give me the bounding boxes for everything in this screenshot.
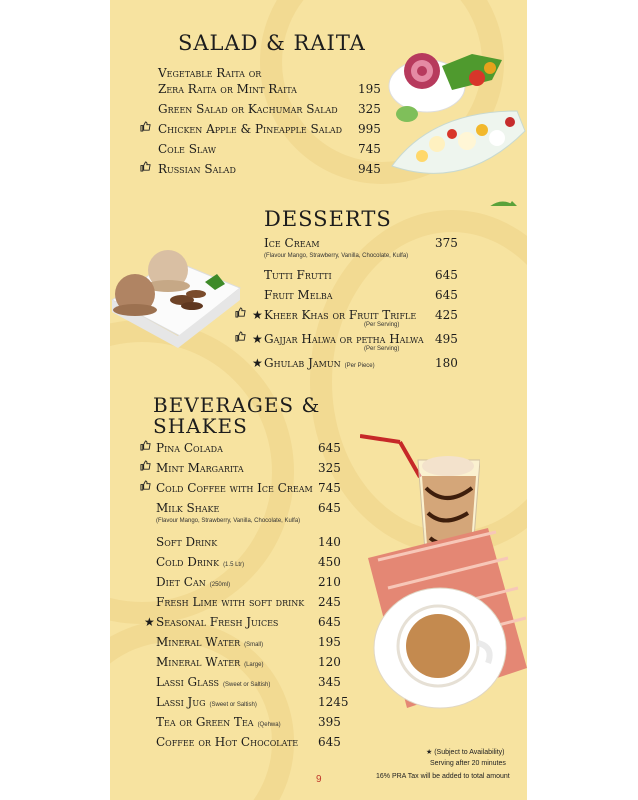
menu-item — [156, 555, 356, 569]
menu-item — [158, 102, 381, 116]
menu-item — [252, 332, 458, 346]
menu-item — [264, 268, 458, 282]
item-name: Cold Coffee with Ice Cream — [156, 481, 313, 495]
item-name: Russian Salad — [158, 162, 236, 176]
item-name: Fresh Lime with soft drink — [156, 595, 305, 609]
thumbs-up-icon — [140, 161, 151, 175]
item-name: Seasonal Fresh Juices — [156, 615, 279, 629]
section-title-beverages: BEVERAGES & — [153, 393, 321, 417]
item-subtext: (Per Serving) — [364, 322, 400, 328]
item-price: 195 — [358, 82, 381, 96]
item-name: Coffee or Hot Chocolate — [156, 735, 299, 749]
item-price: 450 — [318, 555, 341, 569]
menu-item — [156, 461, 356, 475]
star-icon: ★ — [144, 615, 155, 629]
item-name: Green Salad or Kachumar Salad — [158, 102, 338, 116]
item-note: (250ml) — [209, 582, 231, 588]
item-name: Tea or Green Tea — [156, 715, 254, 729]
item-name: Lassi Glass — [156, 675, 220, 689]
item-name: Ice Cream — [264, 236, 320, 250]
menu-item — [156, 595, 356, 609]
menu-item — [158, 82, 381, 96]
item-price: 195 — [318, 635, 341, 649]
item-price: 395 — [318, 715, 341, 729]
item-price: 745 — [318, 481, 341, 495]
star-icon: ★ — [252, 308, 263, 322]
item-price: 375 — [435, 236, 458, 250]
menu-item — [264, 288, 458, 302]
item-price: 645 — [318, 615, 341, 629]
menu-item — [156, 501, 356, 515]
menu-item — [252, 356, 458, 370]
item-name: Fruit Melba — [264, 288, 333, 302]
item-price: 120 — [318, 655, 341, 669]
item-price: 425 — [435, 308, 458, 322]
item-price: 325 — [358, 102, 381, 116]
item-name: Mineral Water — [156, 635, 241, 649]
item-price: 645 — [435, 288, 458, 302]
serving-note: Serving after 20 minutes — [430, 760, 506, 767]
star-icon: ★ — [252, 332, 263, 346]
item-name: Cole Slaw — [158, 142, 216, 156]
item-note: (Sweet or Saltish) — [209, 702, 257, 708]
item-price: 140 — [318, 535, 341, 549]
star-icon: ★ — [252, 356, 263, 370]
item-subtext: (Flavour Mango, Strawberry, Vanilla, Chocolate, Kulfa) — [156, 518, 301, 524]
thumbs-up-icon — [140, 480, 151, 494]
item-price: 995 — [358, 122, 381, 136]
item-name: Vegetable Raita or — [158, 66, 262, 80]
item-subtext: (Flavour Mango, Strawberry, Vanilla, Chocolate, Kulfa) — [264, 253, 409, 259]
tax-note: 16% PRA Tax will be added to total amount — [376, 773, 510, 780]
menu-item — [156, 635, 356, 649]
menu-item — [156, 695, 356, 709]
menu-item — [158, 162, 381, 176]
item-note: (Qehwa) — [257, 722, 281, 728]
section-title-desserts: DESSERTS — [264, 207, 392, 231]
menu-item — [156, 441, 356, 455]
item-name: Zera Raita or Mint Raita — [158, 82, 297, 96]
item-price: 645 — [318, 735, 341, 749]
item-name: Kheer Khas or Fruit Trifle — [264, 308, 417, 322]
item-note: (1.5 Ltr) — [223, 562, 245, 568]
availability-note: ★ (Subject to Availability) — [426, 749, 505, 756]
menu-item — [156, 675, 356, 689]
item-name: Soft Drink — [156, 535, 218, 549]
menu-item — [156, 715, 356, 729]
menu-item — [144, 615, 356, 629]
item-name: Gajjar Halwa or petha Halwa — [264, 332, 424, 346]
item-note: (Large) — [244, 662, 264, 668]
item-price: 645 — [435, 268, 458, 282]
section-title-salad: SALAD & RAITA — [178, 31, 366, 55]
menu-item — [158, 66, 261, 80]
item-name: Tutti Frutti — [264, 268, 332, 282]
item-name: Pina Colada — [156, 441, 223, 455]
item-note: (Sweet or Saltish) — [223, 682, 271, 688]
salad-bowl-image — [382, 26, 527, 206]
section-title-beverages-line2: SHAKES — [153, 414, 248, 438]
item-name: Mineral Water — [156, 655, 241, 669]
item-name: Lassi Jug — [156, 695, 206, 709]
menu-item — [156, 481, 356, 495]
menu-item — [252, 308, 458, 322]
menu-item — [158, 142, 381, 156]
item-price: 1245 — [318, 695, 349, 709]
menu-item — [156, 535, 356, 549]
item-note: (Small) — [244, 642, 264, 648]
item-name: Ghulab Jamun — [264, 356, 341, 370]
item-name: Mint Margarita — [156, 461, 244, 475]
item-price: 345 — [318, 675, 341, 689]
thumbs-up-icon — [140, 460, 151, 474]
item-price: 325 — [318, 461, 341, 475]
item-subtext: (Per Serving) — [364, 346, 400, 352]
ice-cream-image — [110, 238, 242, 348]
item-name: Diet Can — [156, 575, 206, 589]
item-name: Milk Shake — [156, 501, 220, 515]
menu-item — [156, 575, 356, 589]
item-price: 210 — [318, 575, 341, 589]
menu-item — [156, 735, 356, 749]
thumbs-up-icon — [140, 440, 151, 454]
item-price: 495 — [435, 332, 458, 346]
item-name: Cold Drink — [156, 555, 220, 569]
menu-item — [264, 236, 458, 250]
item-note: (Per Piece) — [344, 363, 375, 369]
page-number: 9 — [316, 774, 322, 785]
item-price: 745 — [358, 142, 381, 156]
item-price: 945 — [358, 162, 381, 176]
tea-cup-image — [368, 528, 527, 728]
item-name: Chicken Apple & Pineapple Salad — [158, 122, 343, 136]
menu-page — [110, 0, 527, 800]
item-price: 245 — [318, 595, 341, 609]
menu-item — [158, 122, 381, 136]
menu-item — [156, 655, 356, 669]
item-price: 180 — [435, 356, 458, 370]
item-price: 645 — [318, 441, 341, 455]
thumbs-up-icon — [140, 121, 151, 135]
item-price: 645 — [318, 501, 341, 515]
